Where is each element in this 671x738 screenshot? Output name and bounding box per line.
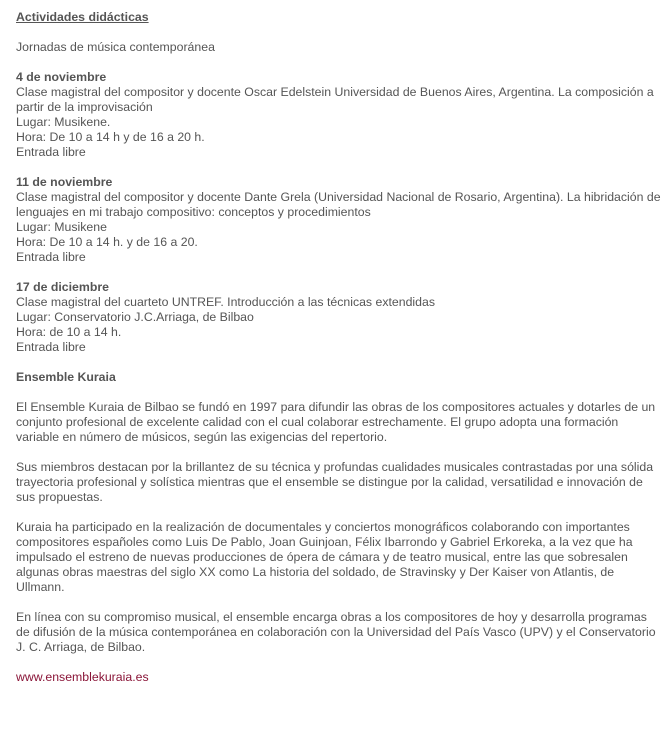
event-time: Hora: de 10 a 14 h. [16, 325, 122, 339]
ensemble-website-link[interactable]: www.ensemblekuraia.es [16, 670, 149, 684]
event-location: Lugar: Conservatorio J.C.Arriaga, de Bilbao [16, 310, 254, 324]
event-time: Hora: De 10 a 14 h. y de 16 a 20. [16, 235, 198, 249]
event-date: 11 de noviembre [16, 175, 113, 189]
event-item [16, 70, 663, 160]
event-location: Lugar: Musikene [16, 220, 107, 234]
ensemble-paragraph: Kuraia ha participado en la realización de documentales y conciertos monográficos colaborando con importantes compositores españoles como Luis De Pablo, Joan Guinjoan, Félix Ibarrondo y Gabriel Erkoreka, a la vez que ha impulsado el estreno de nuevas producciones de ópera de cámara y de teatro musical, entre las que sobresalen algunas obras maestras del siglo XX como La historia del soldado, de Stravinsky y Der Kaiser von Atlantis, de Ullmann. [16, 520, 633, 594]
event-admission: Entrada libre [16, 145, 86, 159]
event-date: 17 de diciembre [16, 280, 109, 294]
event-time: Hora: De 10 a 14 h y de 16 a 20 h. [16, 130, 205, 144]
event-date: 4 de noviembre [16, 70, 107, 84]
ensemble-heading: Ensemble Kuraia [16, 370, 116, 384]
event-admission: Entrada libre [16, 250, 86, 264]
ensemble-paragraph: El Ensemble Kuraia de Bilbao se fundó en 1997 para difundir las obras de los compositores actuales y dotarles de un conjunto profesional de excelente calidad con el cual colaborar estrechamente. El grupo adopta una formación variable en número de músicos, según las exigencias del repertorio. [16, 400, 656, 444]
event-item [16, 280, 663, 355]
event-description: Clase magistral del cuarteto UNTREF. Introducción a las técnicas extendidas [16, 295, 435, 309]
event-item [16, 175, 663, 265]
ensemble-link-row [16, 670, 663, 685]
event-description: Clase magistral del compositor y docente Dante Grela (Universidad Nacional de Rosario, Argentina). La hibridación de lenguajes en mi trabajo compositivo: conceptos y procedimientos [16, 190, 661, 219]
event-location: Lugar: Musikene. [16, 115, 111, 129]
event-description: Clase magistral del compositor y docente Oscar Edelstein Universidad de Buenos Aires, Argentina. La composición a partir de la improvisación [16, 85, 654, 114]
ensemble-paragraph: En línea con su compromiso musical, el ensemble encarga obras a los compositores de hoy y desarrolla programas de difusión de la música contemporánea en colaboración con la Universidad del País Vasco (UPV) y el Conservatorio J. C. Arriaga, de Bilbao. [16, 610, 656, 654]
event-admission: Entrada libre [16, 340, 86, 354]
section-title: Actividades didácticas [16, 10, 149, 24]
ensemble-paragraph: Sus miembros destacan por la brillantez de su técnica y profundas cualidades musicales contrastadas por una sólida trayectoria profesional y solística mientras que el ensemble se distingue por la calidad, versatilidad e innovación de sus propuestas. [16, 460, 654, 504]
event-series-title: Jornadas de música contemporánea [16, 40, 215, 54]
